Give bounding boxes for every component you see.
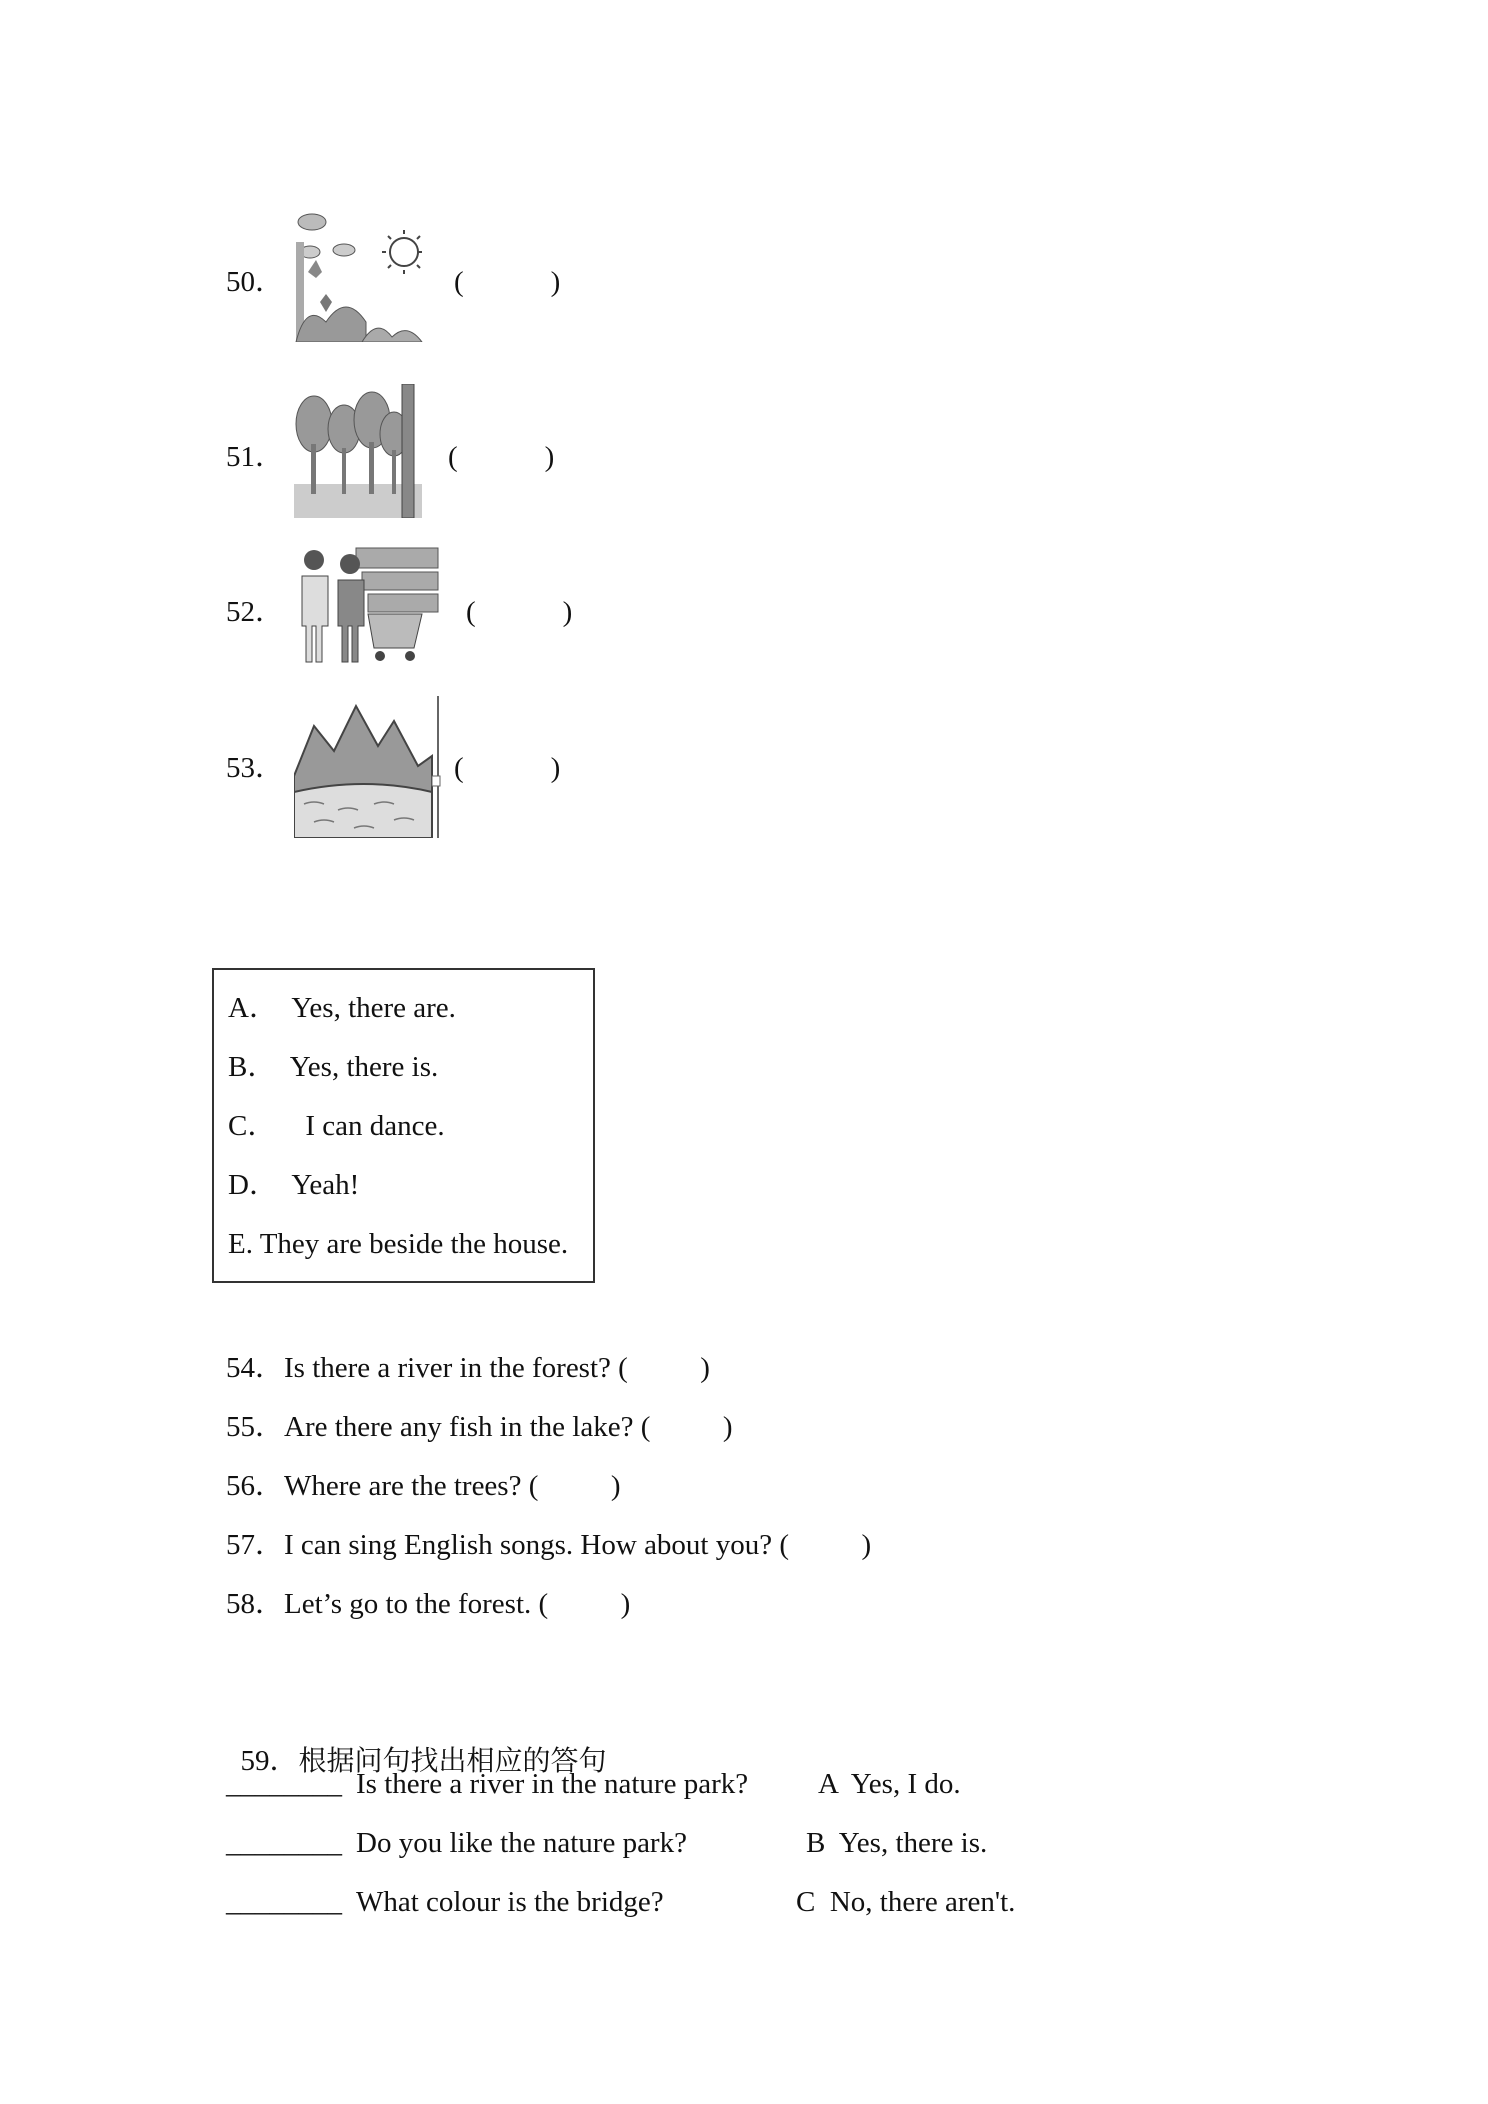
- option-c: C． I can dance.: [228, 1110, 445, 1142]
- answer-paren-52: ( ): [466, 596, 573, 628]
- question-58: 58．Let’s go to the forest. ( ): [226, 1588, 631, 1620]
- option-d: D． Yeah!: [228, 1169, 360, 1201]
- q59-answer-c: C No, there aren't.: [796, 1886, 1016, 1918]
- q59-answer-b: B Yes, there is.: [806, 1827, 988, 1859]
- q59-question-1: Is there a river in the nature park?: [356, 1768, 749, 1800]
- question-54: 54．Is there a river in the forest? ( ): [226, 1352, 710, 1384]
- supermarket-people-picture-icon: [298, 546, 440, 664]
- q59-question-3: What colour is the bridge?: [356, 1886, 664, 1918]
- question-59-number: 59．: [240, 1745, 299, 1777]
- answer-paren-53: ( ): [454, 752, 561, 784]
- question-number-53: 53．: [226, 752, 285, 784]
- q59-blank-1: ________: [226, 1768, 342, 1800]
- question-59-title: 根据问句找出相应的答句: [298, 1744, 607, 1777]
- q59-answer-a: A Yes, I do.: [818, 1768, 961, 1800]
- sun-clouds-picture-icon: [292, 202, 424, 342]
- answer-paren-50: ( ): [454, 266, 561, 298]
- answer-paren-51: ( ): [448, 441, 555, 473]
- question-number-52: 52．: [226, 596, 285, 628]
- option-a: A． Yes, there are.: [228, 992, 456, 1024]
- q59-question-2: Do you like the nature park?: [356, 1827, 687, 1859]
- options-box: [212, 968, 595, 1283]
- question-56: 56．Where are the trees? ( ): [226, 1470, 621, 1502]
- mountains-lake-picture-icon: [294, 696, 442, 838]
- question-number-51: 51．: [226, 441, 285, 473]
- option-e: E. They are beside the house.: [228, 1228, 569, 1260]
- q59-blank-2: ________: [226, 1827, 342, 1859]
- question-55: 55．Are there any fish in the lake? ( ): [226, 1411, 733, 1443]
- q59-blank-3: ________: [226, 1886, 342, 1918]
- option-b: B． Yes, there is.: [228, 1051, 439, 1083]
- question-57: 57．I can sing English songs. How about you? ( ): [226, 1529, 872, 1561]
- forest-trees-picture-icon: [294, 384, 422, 518]
- question-number-50: 50．: [226, 266, 285, 298]
